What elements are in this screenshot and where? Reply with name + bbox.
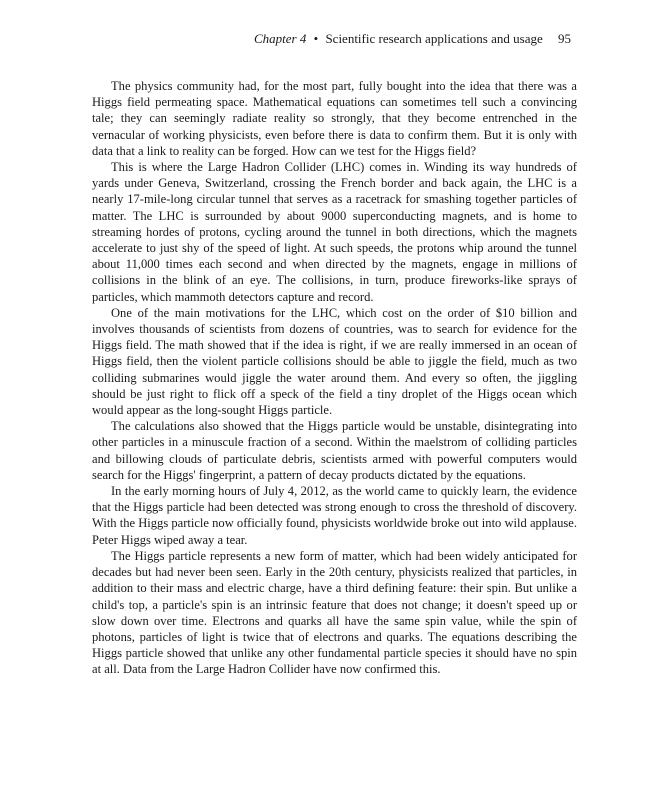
bullet-separator: • <box>313 31 319 46</box>
body-text <box>92 78 577 678</box>
paragraph-higgs-decay: The calculations also showed that the Higgs particle would be unstable, disintegrating into other particles in a minuscule fraction of a second. Within the maelstrom of colliding particles and billowing clouds of particulate debris, scientists armed with powerful computers would search for the Higgs' fingerprint, a pattern of decay products dictated by the equations. <box>92 419 577 482</box>
paragraph-higgs-spin: The Higgs particle represents a new form of matter, which had been widely anticipated for decades but had never been seen. Early in the 20th century, physicists realized that particles, in addition to their mass and electric charge, have a third defining feature: their spin. But unlike a child's top, a particle's spin is an intrinsic feature that does not change; it doesn't speed up or slow down over time. Electrons and quarks all have the same spin value, while the spin of photons, particles of light is twice that of electrons and quarks. The equations describing the Higgs particle showed that unlike any other fundamental particle species it should have no spin at all. Data from the Large Hadron Collider have now confirmed this. <box>92 548 577 677</box>
paragraph-large-hadron-collider: This is where the Large Hadron Collider (LHC) comes in. Winding its way hundreds of yards under Geneva, Switzerland, crossing the French border and back again, the LHC is a nearly 17-mile-long circular tunnel that serves as a racetrack for smashing together particles of matter. The LHC is surrounded by about 9000 superconducting magnets, and is home to streaming hordes of protons, cycling around the tunnel in both directions, which the magnets accelerate to just shy of the speed of light. At such speeds, the protons whip around the tunnel about 11,000 times each second and when directed by the magnets, engage in millions of collisions in the blink of an eye. The collisions, in turn, produce fireworks-like sprays of particles, which mammoth detectors capture and record. <box>92 160 577 304</box>
chapter-label: Chapter 4 <box>254 31 307 46</box>
page-number: 95 <box>558 31 571 46</box>
running-head <box>254 31 571 47</box>
paragraph-discovery-announcement: In the early morning hours of July 4, 2012, as the world came to quickly learn, the evidence that the Higgs particle had been detected was strong enough to cross the threshold of discovery. With the Higgs particle now officially found, physicists worldwide broke out into wild applause. Peter Higgs wiped away a tear. <box>92 484 577 547</box>
section-title: Scientific research applications and usage <box>325 31 543 46</box>
paragraph-lhc-motivation: One of the main motivations for the LHC, which cost on the order of $10 billion and involves thousands of scientists from dozens of countries, was to search for evidence for the Higgs field. The math showed that if the idea is right, if we are really immersed in an ocean of Higgs field, then the violent particle collisions should be able to jiggle the field, much as two colliding submarines would jiggle the water around them. And every so often, the jiggling should be just right to flick off a speck of the field a tiny droplet of the Higgs ocean which would appear as the long-sought Higgs particle. <box>92 305 577 418</box>
paragraph-higgs-field-belief: The physics community had, for the most part, fully bought into the idea that there was a Higgs field permeating space. Mathematical equations can sometimes tell such a convincing tale; they can seemingly radiate reality so strongly, that they become entrenched in the vernacular of working physicists, even before there is data to confirm them. But it is only with data that a link to reality can be forged. How can we test for the Higgs field? <box>92 79 577 158</box>
